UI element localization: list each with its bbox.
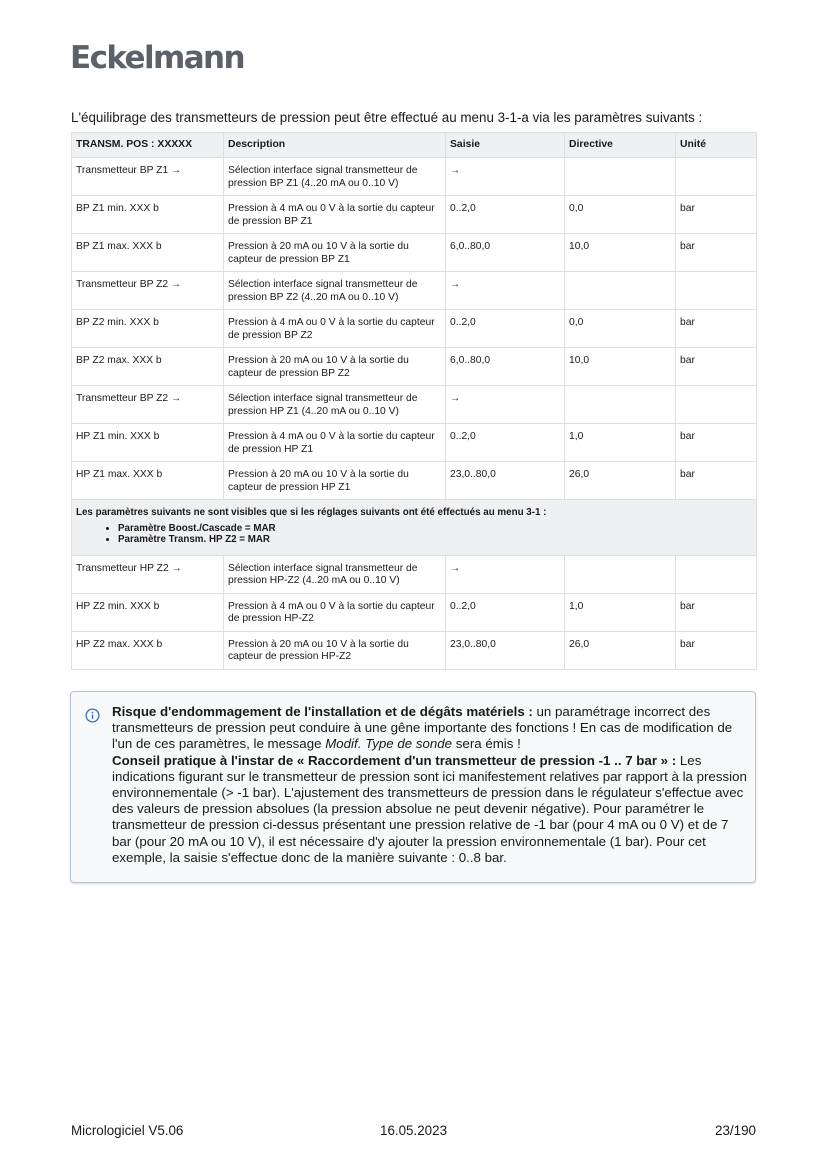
cell-description: Sélection interface signal transmetteur de pression BP Z2 (4..20 mA ou 0..10 V)	[224, 272, 446, 310]
cell-saisie: 0..2,0	[446, 310, 565, 348]
note-list	[76, 523, 752, 546]
cell-description: Pression à 4 mA ou 0 V à la sortie du capteur de pression HP-Z2	[224, 593, 446, 631]
table-row	[72, 310, 757, 348]
cell-saisie: 6,0..80,0	[446, 348, 565, 386]
cell-param: BP Z2 max. XXX b	[72, 348, 224, 386]
note-cell	[72, 500, 757, 556]
cell-directive: 10,0	[565, 348, 676, 386]
col-header-saisie: Saisie	[446, 133, 565, 158]
cell-unite	[676, 386, 757, 424]
cell-saisie: 0..2,0	[446, 424, 565, 462]
tip-heading: Conseil pratique à l'instar de « Raccordement d'un transmetteur de pression -1 .. 7 bar » :	[112, 752, 677, 768]
callout-text	[112, 704, 747, 866]
cell-description: Pression à 20 mA ou 10 V à la sortie du capteur de pression HP-Z2	[224, 631, 446, 669]
col-header-directive: Directive	[565, 133, 676, 158]
cell-unite: bar	[676, 424, 757, 462]
note-list-item: • Paramètre Transm. HP Z2 = MAR	[118, 534, 752, 546]
warning-text: un paramétrage incorrect des transmetteurs de pression peut conduire à une gêne importante des fonctions ! En cas de modification de l'un de ces paramètres, le message	[112, 704, 733, 752]
cell-unite: bar	[676, 310, 757, 348]
footer-firmware: Micrologiciel V5.06	[71, 1123, 184, 1138]
cell-directive	[565, 386, 676, 424]
cell-unite	[676, 555, 757, 593]
cell-param: BP Z2 min. XXX b	[72, 310, 224, 348]
info-callout	[70, 691, 756, 883]
cell-directive: 0,0	[565, 310, 676, 348]
cell-directive: 26,0	[565, 462, 676, 500]
cell-unite: bar	[676, 234, 757, 272]
cell-param: BP Z1 max. XXX b	[72, 234, 224, 272]
cell-directive: 1,0	[565, 424, 676, 462]
eckelmann-logo: Eckelmann	[70, 40, 244, 76]
table-row	[72, 593, 757, 631]
cell-unite: bar	[676, 348, 757, 386]
cell-directive: 1,0	[565, 593, 676, 631]
info-icon	[85, 708, 100, 723]
cell-saisie: →	[446, 386, 565, 424]
table-row	[72, 348, 757, 386]
table-row	[72, 234, 757, 272]
col-header-unite: Unité	[676, 133, 757, 158]
cell-param: Transmetteur HP Z2 →	[72, 555, 224, 593]
callout-warning-paragraph	[112, 704, 747, 753]
cell-directive: 10,0	[565, 234, 676, 272]
cell-saisie: 23,0..80,0	[446, 631, 565, 669]
cell-description: Pression à 20 mA ou 10 V à la sortie du capteur de pression HP Z1	[224, 462, 446, 500]
intro-text: L'équilibrage des transmetteurs de pression peut être effectué au menu 3-1-a via les paramètres suivants :	[71, 110, 703, 125]
cell-description: Pression à 20 mA ou 10 V à la sortie du capteur de pression BP Z2	[224, 348, 446, 386]
cell-param: HP Z2 min. XXX b	[72, 593, 224, 631]
footer-page-number: 23/190	[715, 1123, 756, 1138]
footer-date: 16.05.2023	[380, 1123, 448, 1138]
cell-unite: bar	[676, 593, 757, 631]
callout-tip-paragraph	[112, 753, 747, 866]
cell-description: Sélection interface signal transmetteur de pression HP Z1 (4..20 mA ou 0..10 V)	[224, 386, 446, 424]
parameter-table	[71, 132, 757, 670]
cell-saisie: 6,0..80,0	[446, 234, 565, 272]
cell-description: Pression à 4 mA ou 0 V à la sortie du capteur de pression BP Z2	[224, 310, 446, 348]
table-row	[72, 555, 757, 593]
table-row	[72, 424, 757, 462]
cell-directive	[565, 158, 676, 196]
cell-directive	[565, 272, 676, 310]
table-row	[72, 158, 757, 196]
cell-param: Transmetteur BP Z2 →	[72, 272, 224, 310]
cell-param: BP Z1 min. XXX b	[72, 196, 224, 234]
cell-directive: 26,0	[565, 631, 676, 669]
tip-text: Les indications figurant sur le transmetteur de pression sont ici manifestement relatives par rapport à la pression environnementale (> -1 bar). L'ajustement des transmetteurs de pression dans le régulateur s'effectue avec des valeurs de pression absolues (la pression absolue ne peut devenir négative). Pour paramétrer le transmetteur de pression ci-dessus présentant une pression relative de -1 bar (pour 4 mA ou 0 V) et de 7 bar (pour 20 mA ou 10 V), il est nécessaire d'y ajouter la pression environnementale (1 bar). Pour cet exemple, la saisie s'effectue donc de la manière suivante : 0..8 bar.	[112, 752, 747, 865]
cell-param: HP Z1 min. XXX b	[72, 424, 224, 462]
col-header-transm-pos: TRANSM. POS : XXXXX	[72, 133, 224, 158]
cell-description: Sélection interface signal transmetteur de pression BP Z1 (4..20 mA ou 0..10 V)	[224, 158, 446, 196]
message-name: Modif. Type de sonde	[325, 736, 453, 752]
warning-text-end: sera émis !	[452, 736, 521, 752]
cell-unite: bar	[676, 631, 757, 669]
cell-description: Pression à 20 mA ou 10 V à la sortie du capteur de pression BP Z1	[224, 234, 446, 272]
cell-directive: 0,0	[565, 196, 676, 234]
cell-saisie: 0..2,0	[446, 196, 565, 234]
cell-unite: bar	[676, 462, 757, 500]
cell-unite	[676, 158, 757, 196]
table-body	[72, 158, 757, 670]
cell-saisie: 23,0..80,0	[446, 462, 565, 500]
cell-saisie: →	[446, 272, 565, 310]
cell-param: HP Z1 max. XXX b	[72, 462, 224, 500]
cell-description: Pression à 4 mA ou 0 V à la sortie du capteur de pression BP Z1	[224, 196, 446, 234]
col-header-description: Description	[224, 133, 446, 158]
cell-param: Transmetteur BP Z1 →	[72, 158, 224, 196]
table-row	[72, 462, 757, 500]
cell-saisie: →	[446, 158, 565, 196]
table-row	[72, 272, 757, 310]
note-list-item: • Paramètre Boost./Cascade = MAR	[118, 523, 752, 535]
table-row	[72, 386, 757, 424]
cell-param: Transmetteur BP Z2 →	[72, 386, 224, 424]
cell-description: Pression à 4 mA ou 0 V à la sortie du capteur de pression HP Z1	[224, 424, 446, 462]
note-row	[72, 500, 757, 556]
table-row	[72, 196, 757, 234]
note-text: Les paramètres suivants ne sont visibles que si les réglages suivants ont été effectués au menu 3-1 :	[76, 507, 547, 518]
cell-saisie: 0..2,0	[446, 593, 565, 631]
warning-heading: Risque d'endommagement de l'installation et de dégâts matériels :	[112, 704, 533, 719]
table-row	[72, 631, 757, 669]
cell-param: HP Z2 max. XXX b	[72, 631, 224, 669]
cell-description: Sélection interface signal transmetteur de pression HP-Z2 (4..20 mA ou 0..10 V)	[224, 555, 446, 593]
cell-directive	[565, 555, 676, 593]
cell-saisie: →	[446, 555, 565, 593]
cell-unite	[676, 272, 757, 310]
table-header-row	[72, 133, 757, 158]
cell-unite: bar	[676, 196, 757, 234]
